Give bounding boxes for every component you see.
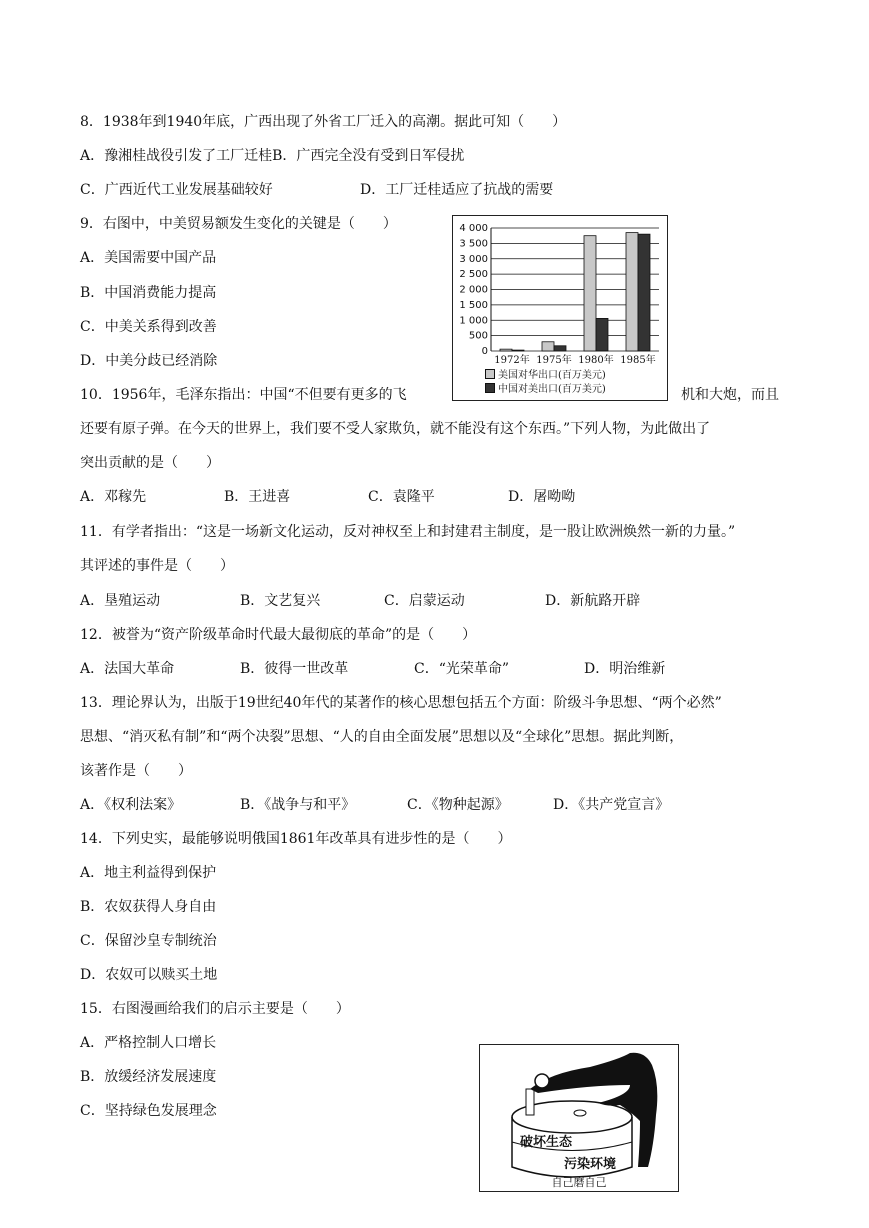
- q12-option-b: B．彼得一世改革: [240, 661, 349, 677]
- q9-option-d: D．中美分歧已经消除: [80, 353, 218, 369]
- q15-option-c: C．坚持绿色发展理念: [80, 1103, 217, 1119]
- cartoon-label-pollution: 污染环境: [564, 1157, 617, 1172]
- q11-option-c: C．启蒙运动: [384, 593, 465, 609]
- legend-swatch-dark: [485, 383, 495, 393]
- y-tick-label: 1 500: [459, 299, 488, 311]
- q12-stem: 12．被誉为“资产阶级革命时代最大最彻底的革命”的是（ ）: [80, 627, 477, 643]
- bar-cn-export: [638, 234, 650, 351]
- q13-option-d: D．《共产党宣言》: [553, 797, 670, 813]
- q9-option-a: A．美国需要中国产品: [80, 250, 217, 266]
- q12-option-a: A．法国大革命: [80, 661, 175, 677]
- bar-cn-export: [596, 318, 608, 351]
- q10-option-a: A．邓稼先: [80, 489, 147, 505]
- y-tick-label: 4 000: [459, 223, 488, 234]
- q9-option-c: C．中美关系得到改善: [80, 319, 217, 335]
- x-tick-label: 1980年: [578, 355, 614, 366]
- q15-option-b: B．放缓经济发展速度: [80, 1069, 217, 1085]
- q14-option-d: D．农奴可以赎买土地: [80, 967, 218, 983]
- y-tick-label: 0: [481, 346, 488, 357]
- q10-option-c: C．袁隆平: [368, 489, 435, 505]
- q10-option-d: D．屠呦呦: [508, 489, 576, 505]
- cartoon-caption: 自己磨自己: [551, 1176, 607, 1189]
- legend-swatch-light: [485, 369, 495, 379]
- x-tick-label: 1972年: [494, 355, 530, 366]
- legend-item-us-export: 美国对华出口(百万美元): [485, 369, 606, 382]
- q11-stem-line1: 11．有学者指出：“这是一场新文化运动，反对神权至上和封建君主制度，是一股让欧洲焕然一新的力量。”: [80, 524, 736, 540]
- q9-stem: 9．右图中，中美贸易额发生变化的关键是（ ）: [80, 216, 397, 232]
- y-tick-label: 500: [468, 330, 488, 342]
- x-tick-label: 1985年: [620, 355, 656, 366]
- bar-cn-export: [512, 350, 524, 351]
- q13-option-c: C．《物种起源》: [407, 797, 509, 813]
- q14-stem: 14．下列史实，最能够说明俄国1861年改革具有进步性的是（ ）: [80, 831, 512, 847]
- q9-option-b: B．中国消费能力提高: [80, 285, 217, 301]
- bar-cn-export: [554, 346, 566, 351]
- q14-option-b: B．农奴获得人身自由: [80, 899, 217, 915]
- bar-us-export: [584, 236, 596, 351]
- q11-option-d: D．新航路开辟: [545, 593, 641, 609]
- q12-option-c: C．“光荣革命”: [414, 661, 510, 677]
- q10-stem-line3: 突出贡献的是（ ）: [80, 455, 220, 471]
- y-tick-label: 2 500: [459, 269, 488, 281]
- cartoon-image: [479, 1044, 679, 1192]
- q8-option-a-b: A．豫湘桂战役引发了工厂迁桂B．广西完全没有受到日军侵扰: [80, 148, 465, 164]
- x-tick-label: 1975年: [536, 355, 572, 366]
- q10-stem-part2: 机和大炮，而且: [681, 387, 779, 403]
- q11-option-a: A．垦殖运动: [80, 593, 161, 609]
- q12-option-d: D．明治维新: [584, 661, 666, 677]
- q13-option-b: B．《战争与和平》: [240, 797, 356, 813]
- q13-stem-line3: 该著作是（ ）: [80, 763, 192, 779]
- q8-option-c: C．广西近代工业发展基础较好: [80, 182, 273, 198]
- q8-stem: 8．1938年到1940年底，广西出现了外省工厂迁入的高潮。据此可知（ ）: [80, 114, 567, 130]
- trade-chart: [452, 215, 668, 401]
- q14-option-a: A．地主利益得到保护: [80, 865, 217, 881]
- bar-us-export: [542, 342, 554, 351]
- q10-stem-part1: 10．1956年，毛泽东指出：中国“不但要有更多的飞: [80, 387, 407, 403]
- q14-option-c: C．保留沙皇专制统治: [80, 933, 217, 949]
- y-tick-label: 3 000: [459, 253, 488, 265]
- q13-stem-line1: 13．理论界认为，出版于19世纪40年代的某著作的核心思想包括五个方面：阶级斗争思想、“两个必然”: [80, 695, 722, 711]
- q8-option-d: D．工厂迁桂适应了抗战的需要: [360, 182, 554, 198]
- q13-option-a: A．《权利法案》: [80, 797, 182, 813]
- q11-option-b: B．文艺复兴: [240, 593, 321, 609]
- y-tick-label: 1 000: [459, 315, 488, 327]
- y-tick-label: 3 500: [459, 238, 488, 250]
- cartoon-label-ecology: 破坏生态: [520, 1135, 573, 1150]
- bar-us-export: [500, 349, 512, 351]
- q10-option-b: B．王进喜: [224, 489, 291, 505]
- q11-stem-line2: 其评述的事件是（ ）: [80, 558, 234, 574]
- legend-item-cn-export: 中国对美出口(百万美元): [485, 383, 606, 396]
- q15-option-a: A．严格控制人口增长: [80, 1035, 217, 1051]
- q15-stem: 15．右图漫画给我们的启示主要是（ ）: [80, 1001, 350, 1017]
- q10-stem-line2: 还要有原子弹。在今天的世界上，我们要不受人家欺负，就不能没有这个东西。”下列人物，为此做出了: [80, 421, 711, 437]
- y-tick-label: 2 000: [459, 284, 488, 296]
- bar-us-export: [626, 233, 638, 351]
- q13-stem-line2: 思想、“消灭私有制”和“两个决裂”思想、“人的自由全面发展”思想以及“全球化”思想。据此判断，: [80, 729, 684, 745]
